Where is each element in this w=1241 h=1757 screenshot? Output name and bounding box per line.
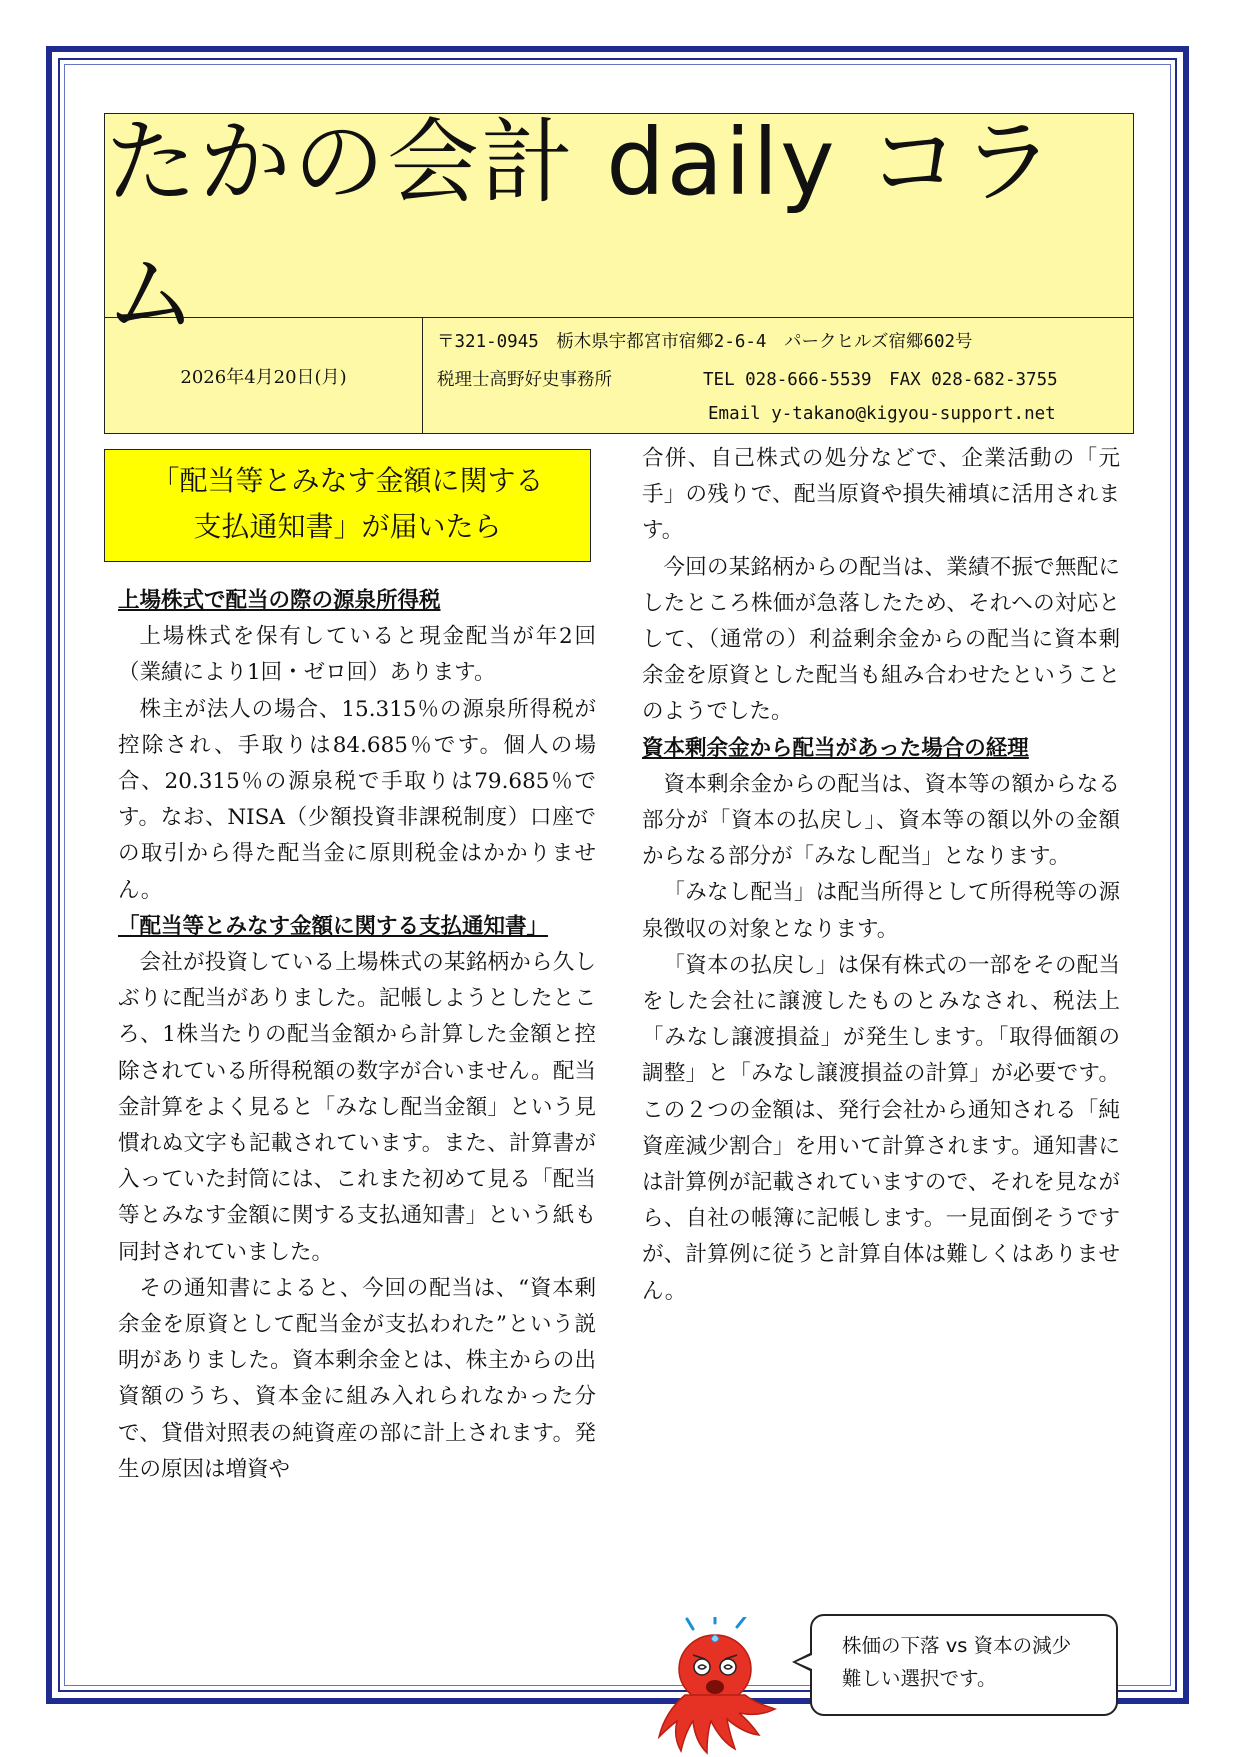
paragraph: 資本剰余金からの配当は、資本等の額からなる部分が「資本の払戻し」、資本等の額以外の金額からなる部分が「みなし配当」となります。 <box>642 771 1120 870</box>
section-heading: 上場株式で配当の際の源泉所得税 <box>118 588 441 613</box>
speech-bubble-line2: 難しい選択です。 <box>842 1667 997 1690</box>
paragraph: 合併、自己株式の処分などで、企業活動の「元手」の残りで、配当原資や損失補填に活用されます。 <box>642 446 1120 544</box>
article-column-right <box>642 441 1120 1310</box>
article-title-line2: 支払通知書」が届いたら <box>193 510 502 543</box>
article-column-left <box>118 583 596 1488</box>
speech-bubble-line1: 株価の下落 vs 資本の減少 <box>842 1634 1072 1657</box>
article-title <box>104 449 591 562</box>
speech-bubble-tail-fill <box>796 1655 812 1669</box>
octopus-mascot-icon <box>655 1617 795 1757</box>
masthead-title: たかの会計 daily コラム <box>105 114 1133 318</box>
article-title-line1: 「配当等とみなす金額に関する <box>151 464 544 497</box>
office-name: 税理士高野好史事務所 <box>437 370 612 390</box>
section-heading: 資本剰余金から配当があった場合の経理 <box>642 735 1029 761</box>
office-phone-fax: TEL 028-666-5539 FAX 028-682-3755 <box>703 370 1058 390</box>
speech-bubble <box>810 1614 1118 1716</box>
paragraph: 株主が法人の場合、15.315％の源泉所得税が控除され、手取りは84.685％です。個人の場合、20.315％の源泉税で手取りは79.685％です。なお、NISA（少額投資非課税制度）口座での取引から得た配当金に原則税金はかかりません。 <box>118 696 596 903</box>
office-address: 〒321-0945 栃木県宇都宮市宿郷2-6-4 パークヒルズ宿郷602号 <box>437 332 973 352</box>
contact-info <box>423 318 1133 433</box>
paragraph: 「みなし配当」は配当所得として所得税等の源泉徴収の対象となります。 <box>642 880 1120 942</box>
paragraph: 会社が投資している上場株式の某銘柄から久しぶりに配当がありました。記帳しようとしたところ、1株当たりの配当金額から計算した金額と控除されている所得税額の数字が合いません。配当金計算をよく見ると「みなし配当金額」という見慣れぬ文字も記載されています。また、計算書が入っていた封筒には、これまた初めて見る「配当等とみなす金額に関する支払通知書」という紙も同封されていました。 <box>118 950 596 1265</box>
section-heading: 「配当等とみなす金額に関する支払通知書」 <box>118 913 549 939</box>
paragraph: 上場株式を保有していると現金配当が年2回（業績により1回・ゼロ回）あります。 <box>118 624 596 686</box>
issue-date: 2026年4月20日(月) <box>105 318 423 433</box>
paragraph: その通知書によると、今回の配当は、“資本剰余金を原資として配当金が支払われた”という説明がありました。資本剰余金とは、株主からの出資額のうち、資本金に組み入れられなかった分で、貸借対照表の純資産の部に計上されます。発生の原因は増資や <box>118 1275 596 1482</box>
office-email[interactable]: Email y-takano@kigyou-support.net <box>708 404 1056 424</box>
paragraph: 「資本の払戻し」は保有株式の一部をその配当をした会社に譲渡したものとみなされ、税法上「みなし譲渡損益」が発生します。「取得価額の調整」と「みなし譲渡損益の計算」が必要です。この２つの金額は、発行会社から通知される「純資産減少割合」を用いて計算されます。通知書には計算例が記載されていますので、それを見ながら、自社の帳簿に記帳します。一見面倒そうですが、計算例に従うと計算自体は難しくはありません。 <box>642 952 1120 1304</box>
paragraph: 今回の某銘柄からの配当は、業績不振で無配にしたところ株価が急落したため、それへの対応として、（通常の）利益剰余金からの配当に資本剰余金を原資とした配当も組み合わせたということのようでした。 <box>642 554 1120 725</box>
newsletter-header <box>104 108 1134 434</box>
